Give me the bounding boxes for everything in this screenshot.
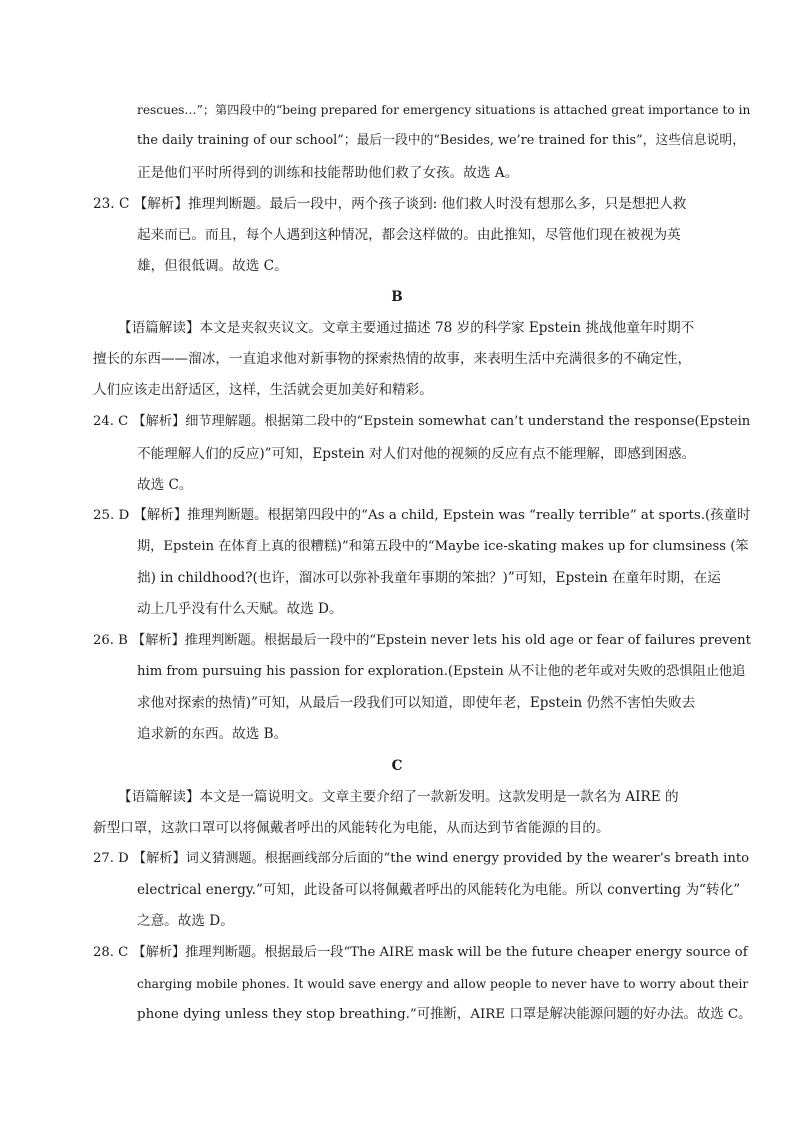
text-line: 追求新的东西。故选 B。 bbox=[137, 726, 288, 742]
text-line: 人们应该走出舒适区，这样，生活就会更加美好和精彩。 bbox=[93, 382, 433, 398]
answer-25: 25. D 【解析】推理判断题。根据第四段中的“As a child, Epstein was “really terrible” at sports.(孩童时 bbox=[93, 508, 751, 523]
text-line: 擅长的东西——溜冰，一直追求他对新事物的探索热情的故事，来表明生活中充满很多的不确定性， bbox=[93, 351, 692, 367]
text-line: 起来而已。而且，每个人遇到这种情况，都会这样做的。由此推知，尽管他们现在被视为英 bbox=[137, 227, 681, 243]
text-line: 求他对探索的热情)”可知，从最后一段我们可以知道，即使年老，Epstein 仍然不害怕失败去 bbox=[137, 695, 696, 711]
section-heading-b: B bbox=[391, 289, 403, 305]
text-line: 不能理解人们的反应)”可知，Epstein 对人们对他的视频的反应有点不能理解，即感到困惑。 bbox=[137, 446, 696, 462]
passage-summary: 【语篇解读】本文是一篇说明文。文章主要介绍了一款新发明。这款发明是一款名为 AIRE 的 bbox=[118, 789, 679, 805]
section-heading-c: C bbox=[391, 758, 403, 774]
text-line: 拙) in childhood?(也许，溜冰可以弥补我童年事期的笨拙？)”可知，Epstein 在童年时期，在运 bbox=[137, 570, 721, 586]
answer-23: 23. C 【解析】推理判断题。最后一段中，两个孩子谈到: 他们救人时没有想那么多，只是想把人救 bbox=[93, 196, 687, 212]
answer-27: 27. D 【解析】词义猜测题。根据画线部分后面的“the wind energy provided by the wearer’s breath into bbox=[93, 851, 750, 866]
text-line: 之意。故选 D。 bbox=[137, 913, 234, 929]
text-line: electrical energy.”可知，此设备可以将佩戴者呼出的风能转化为电能。所以 converting 为“转化” bbox=[137, 882, 741, 898]
answer-28: 28. C 【解析】推理判断题。根据最后一段“The AIRE mask will be the future cheaper energy source of bbox=[93, 945, 748, 960]
text-line: 正是他们平时所得到的训练和技能帮助他们救了女孩。故选 A。 bbox=[137, 165, 519, 181]
text-line: 新型口罩，这款口罩可以将佩戴者呼出的风能转化为电能，从而达到节省能源的目的。 bbox=[93, 820, 610, 836]
text-line: him from pursuing his passion for exploration.(Epstein 从不让他的老年或对失败的恐惧阻止他追 bbox=[137, 664, 746, 679]
text-line: rescues…”；第四段中的“being prepared for emergency situations is attached great importance to in bbox=[137, 103, 751, 117]
text-line: charging mobile phones. It would save energy and allow people to never have to worry about their bbox=[137, 977, 749, 991]
passage-summary: 【语篇解读】本文是夹叙夹议文。文章主要通过描述 78 岁的科学家 Epstein 挑战他童年时期不 bbox=[118, 320, 695, 336]
text-line: phone dying unless they stop breathing.”可推断，AIRE 口罩是解决能源问题的好办法。故选 C。 bbox=[137, 1007, 752, 1022]
answer-24: 24. C 【解析】细节理解题。根据第二段中的“Epstein somewhat can’t understand the response(Epstein bbox=[93, 414, 751, 429]
text-line: 雄，但很低调。故选 C。 bbox=[137, 258, 288, 274]
text-line: 故选 C。 bbox=[137, 477, 193, 493]
answer-26: 26. B 【解析】推理判断题。根据最后一段中的“Epstein never lets his old age or fear of failures prevent bbox=[93, 633, 751, 648]
text-line: the daily training of our school”；最后一段中的“Besides, we’re trained for this”，这些信息说明， bbox=[137, 133, 746, 148]
text-line: 动上几乎没有什么天赋。故选 D。 bbox=[137, 601, 343, 617]
text-line: 期，Epstein 在体育上真的很糟糕)”和第五段中的“Maybe ice-skating makes up for clumsiness (笨 bbox=[137, 539, 749, 554]
